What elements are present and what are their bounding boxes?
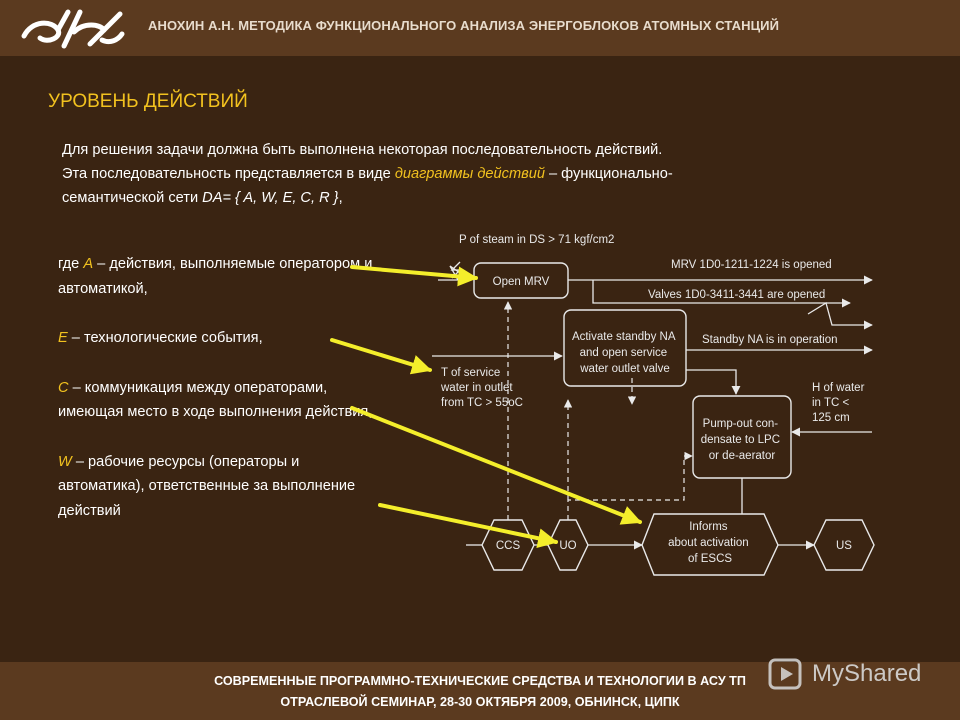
event-service-water-temp: T of service water in outlet from TC > 55oC <box>441 367 523 409</box>
event-valves-opened: Valves 1D0-3411-3441 are opened <box>648 289 826 301</box>
diagram-term: диаграммы действий <box>394 166 545 182</box>
definition-actions: где A – действия, выполняемые оператором и автоматикой, <box>58 256 373 297</box>
myshared-play-icon <box>768 656 804 692</box>
da-formula: DA= { A, W, E, C, R } <box>202 190 339 206</box>
intro-line-2: Эта последовательность представляется в виде диаграммы действий – функционально- <box>62 166 673 182</box>
pointer-resources <box>380 505 556 542</box>
slide-title: УРОВЕНЬ ДЕЙСТВИЙ <box>48 91 248 112</box>
pump-out-label: Pump-out con- densate to LPC or de-aerator <box>700 418 781 462</box>
intro-line-1: Для решения задачи должна быть выполнена некоторая последовательность действий. <box>62 142 663 158</box>
event-steam-pressure: P of steam in DS > 71 kgf/cm2 <box>459 234 615 246</box>
myshared-watermark: MyShared <box>812 660 922 687</box>
standby-to-pump-line <box>686 370 736 394</box>
event-standby-operation: Standby NA is in operation <box>702 334 838 346</box>
footer-line-2: ОТРАСЛЕВОЙ СЕМИНАР, 28-30 ОКТЯБРЯ 2009, ОБНИНСК, ЦИПК <box>280 695 680 709</box>
open-mrv-label: Open MRV <box>492 276 550 288</box>
definition-events: E – технологические события, <box>58 330 263 346</box>
informs-label: Informs about activation of ESCS <box>668 521 749 565</box>
activate-standby-label: Activate standby NA and open service water outlet valve <box>571 331 675 375</box>
definition-communication: C – коммуникация между операторами, имеющая место в ходе выполнения действия, <box>58 379 373 420</box>
uo-link-dashed <box>568 456 692 520</box>
definition-resources: W – рабочие ресурсы (операторы и автоматика), ответственные за выполнение действий <box>58 453 356 519</box>
uo-label: UO <box>559 540 577 552</box>
footer-line-1: СОВРЕМЕННЫЕ ПРОГРАММНО-ТЕХНИЧЕСКИЕ СРЕДСТВА И ТЕХНОЛОГИИ В АСУ ТП <box>214 674 746 688</box>
pointer-events <box>332 340 430 370</box>
event-water-level-tc: H of water in TC < 125 cm <box>812 382 865 424</box>
valves-opened-zigzag <box>808 303 872 325</box>
intro-line-3: семантической сети DA= { A, W, E, C, R }, <box>62 190 343 206</box>
ccs-label: CCS <box>495 540 521 552</box>
pointer-communication <box>352 408 640 522</box>
event-mrv-opened: MRV 1D0-1211-1224 is opened <box>671 259 832 271</box>
header-title: АНОХИН А.Н. МЕТОДИКА ФУНКЦИОНАЛЬНОГО АНАЛИЗА ЭНЕРГОБЛОКОВ АТОМНЫХ СТАНЦИЙ <box>148 18 780 33</box>
us-label: US <box>836 540 852 552</box>
